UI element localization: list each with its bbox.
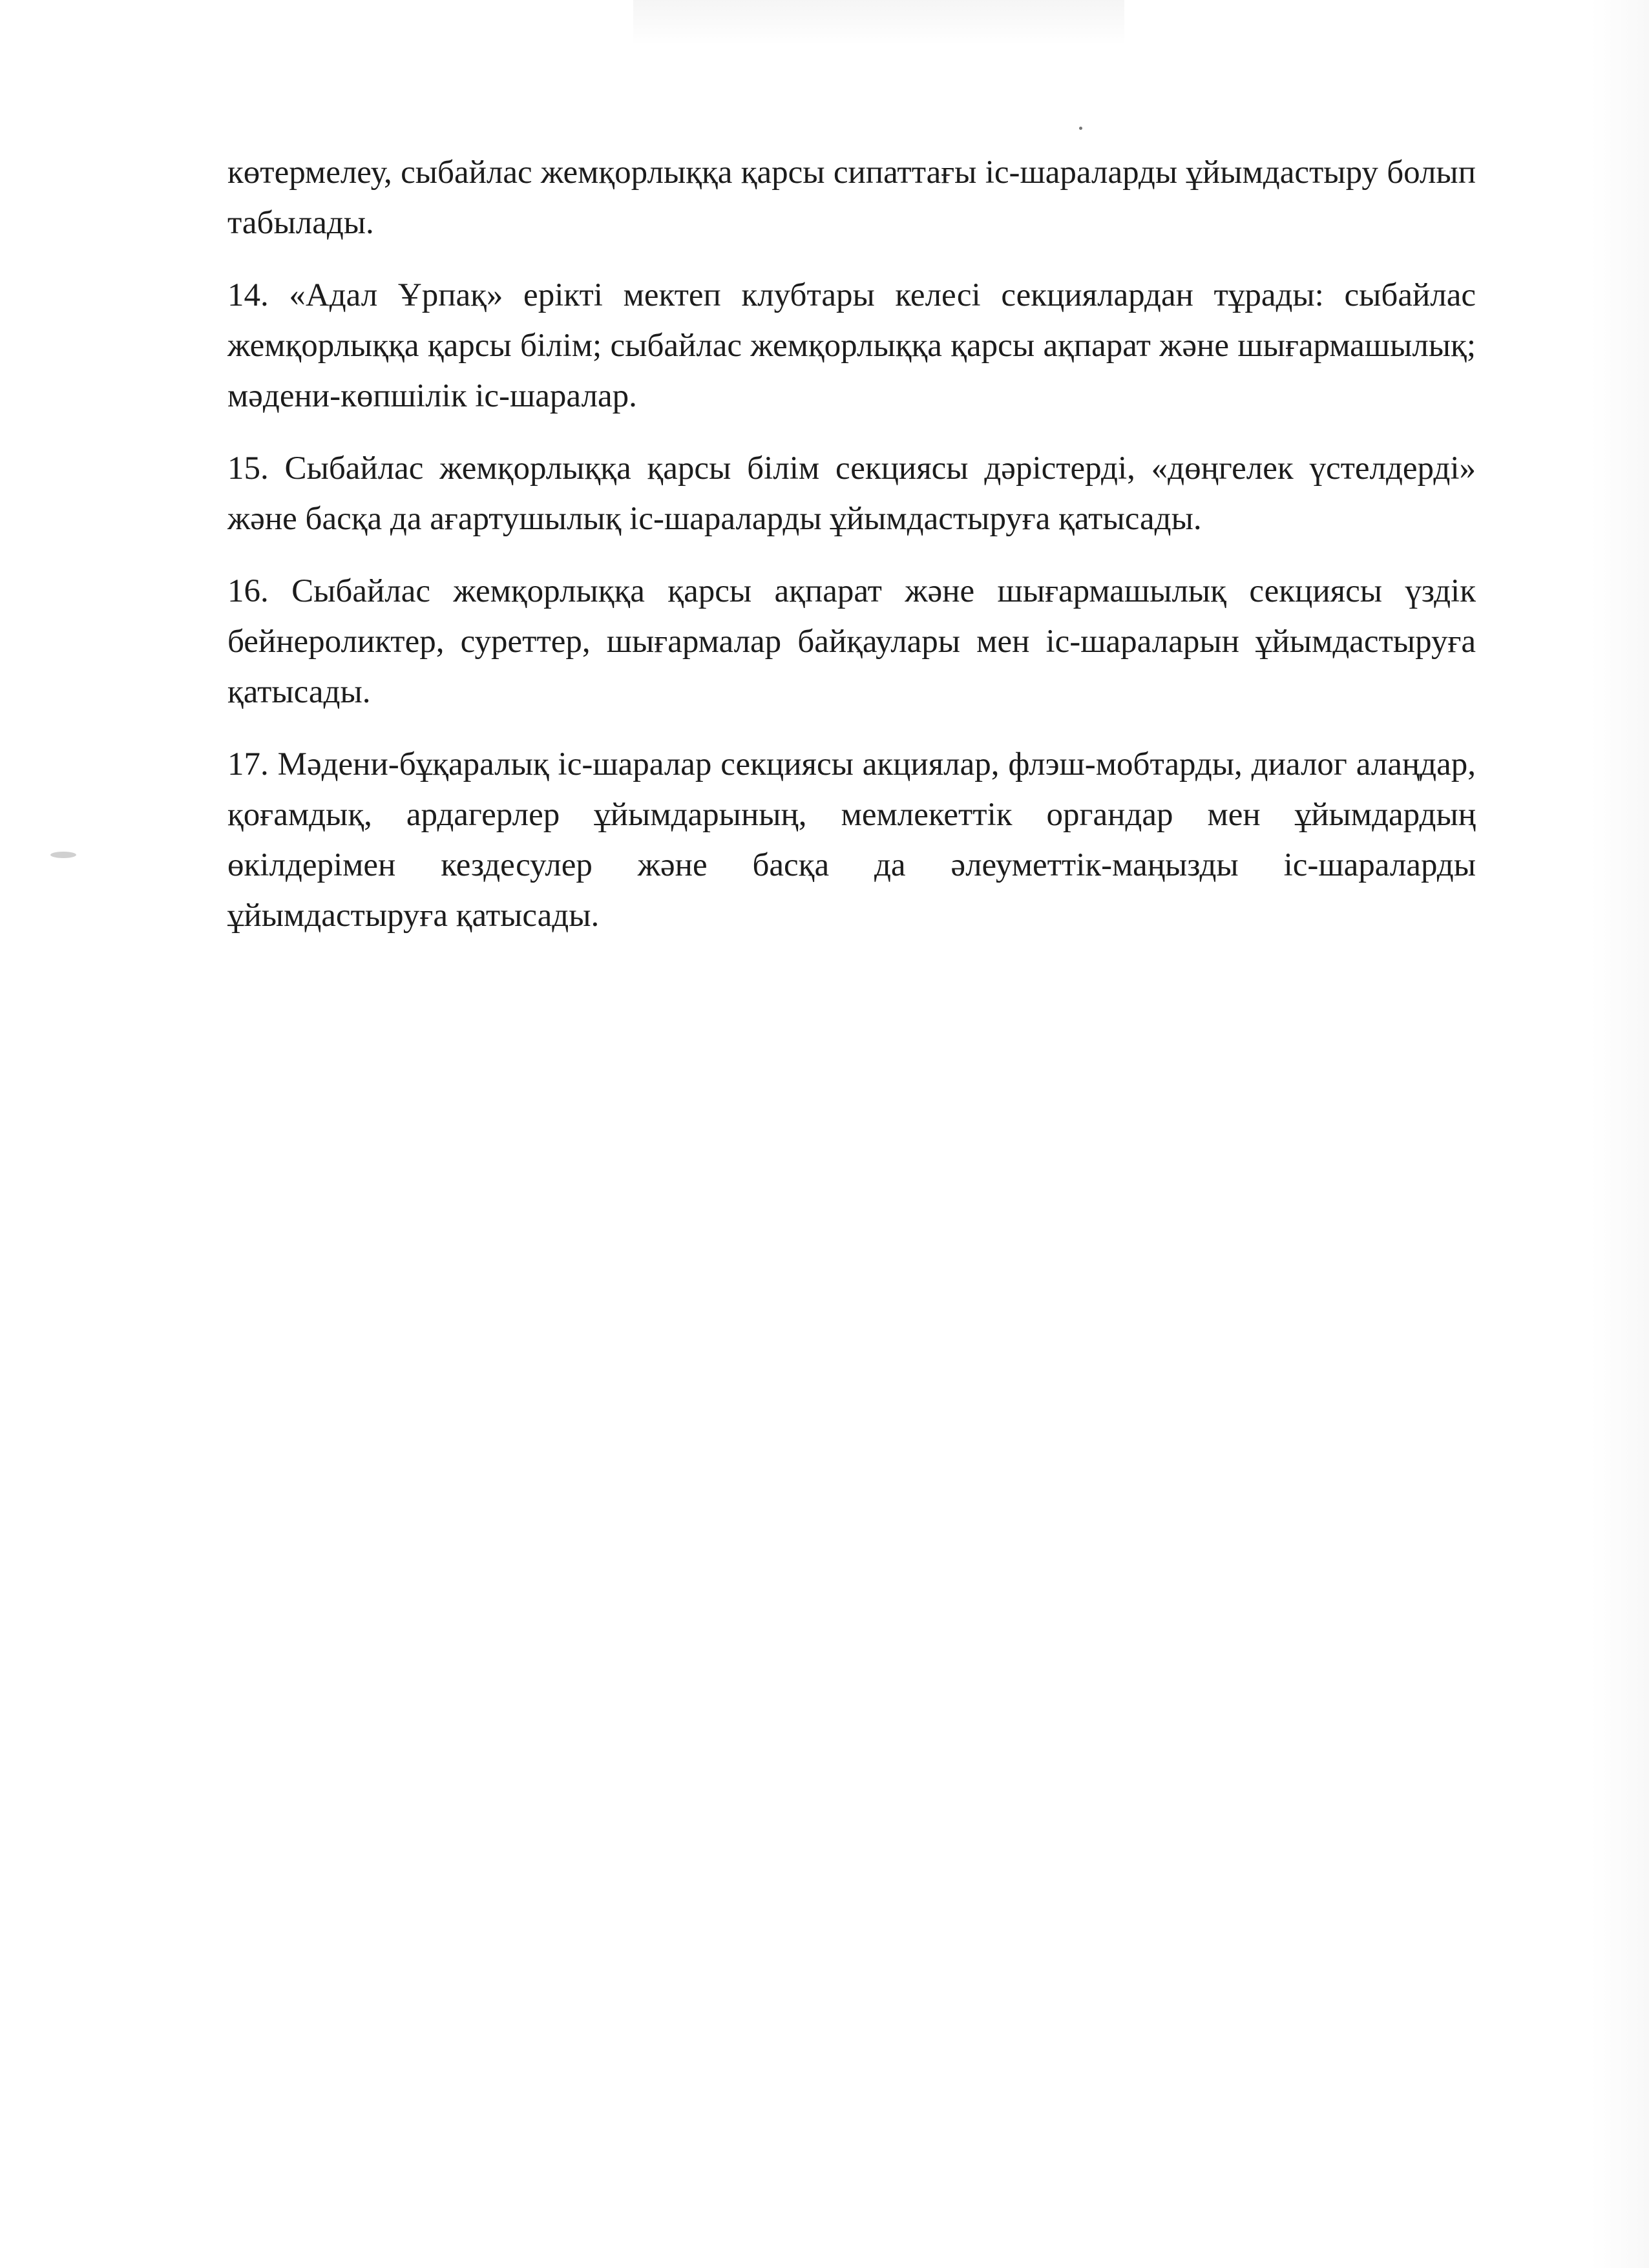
paragraph-17: 17. Мәдени-бұқаралық іс-шаралар секциясы акциялар, флэш-мобтарды, диалог алаңдар, қоғамдық, ардагерлер ұйымдарының, мемлекеттік органдар мен ұйымдардың өкілдерімен кездесулер және басқа да әлеуметтік-маңызды іс-шараларды ұйымдастыруға қатысады. [227,746,1476,934]
scan-edge [1591,0,1649,2268]
document-body [227,147,1476,963]
paragraph-continuation: көтермелеу, сыбайлас жемқорлыққа қарсы сипаттағы іс-шараларды ұйымдастыру болып табылады. [227,154,1476,241]
scan-shadow [633,0,1124,45]
scan-dot [1079,127,1082,130]
paragraph-14: 14. «Адал Ұрпақ» ерікті мектеп клубтары келесі секциялардан тұрады: сыбайлас жемқорлыққа қарсы білім; сыбайлас жемқорлыққа қарсы ақпарат және шығармашылық; мәдени-көпшілік іс-шаралар. [227,277,1476,414]
paragraph-16: 16. Сыбайлас жемқорлыққа қарсы ақпарат және шығармашылық секциясы үздік бейнероликтер, суреттер, шығармалар байқаулары мен іс-шараларын ұйымдастыруға қатысады. [227,573,1476,710]
paragraph-15: 15. Сыбайлас жемқорлыққа қарсы білім секциясы дәрістерді, «дөңгелек үстелдерді» және басқа да ағартушылық іс-шараларды ұйымдастыруға қатысады. [227,450,1476,537]
scan-speck [50,852,76,858]
